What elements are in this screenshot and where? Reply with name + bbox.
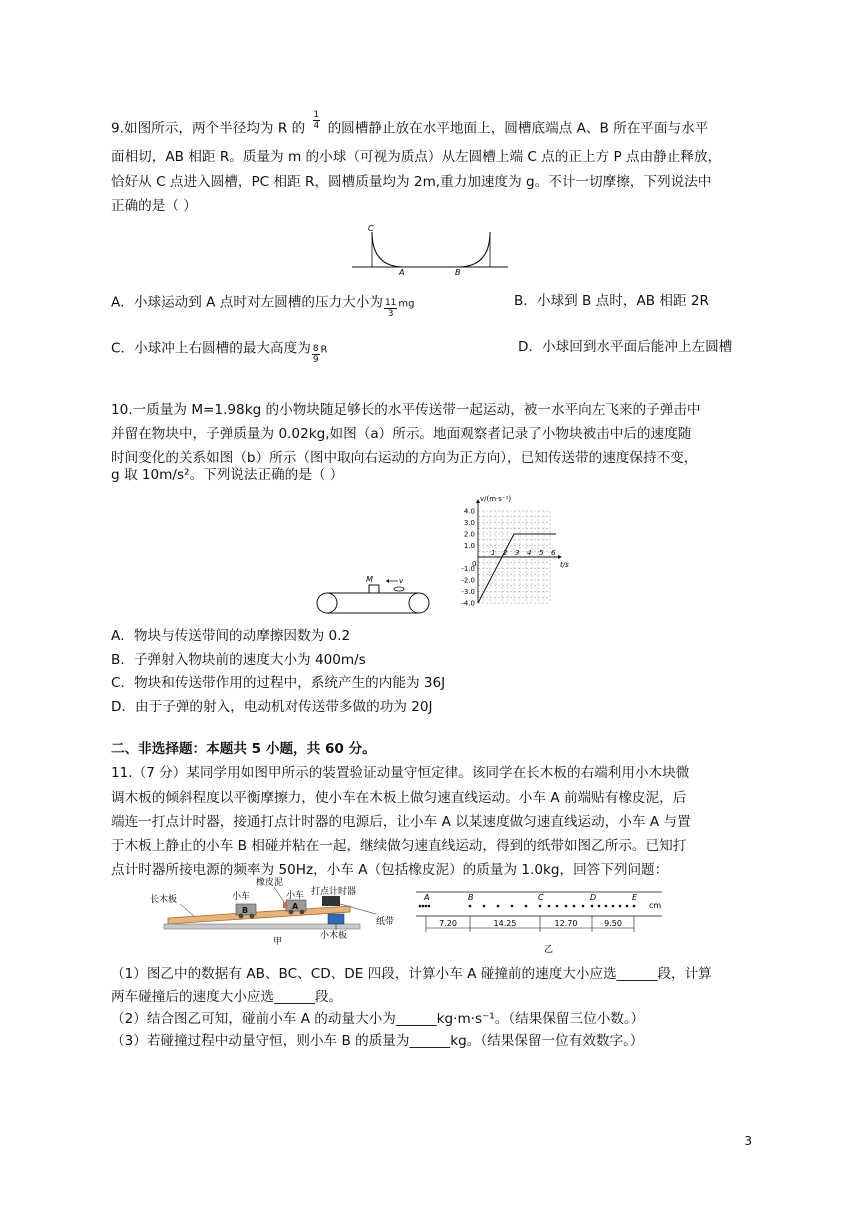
q10-option-d: D．由于子弹的射入，电动机对传送带多做的功为 20J	[111, 699, 433, 715]
q9-line2: 面相切，AB 相距 R。质量为 m 的小球（可视为质点）从左圆槽上端 C 点的正上方 P 点由静止释放，	[111, 149, 722, 165]
tape-dot	[612, 905, 615, 908]
x-tick-label: 4	[527, 549, 532, 557]
q9-option-c-text: C．小球冲上右圆槽的最大高度为	[111, 340, 311, 357]
label-a: A	[399, 268, 405, 277]
y-tick-label: -3.0	[461, 588, 475, 596]
velocity-series-line	[478, 534, 556, 603]
q9-option-c-frac	[312, 344, 320, 365]
segment-length-label: 9.50	[604, 919, 622, 928]
tape-dot	[511, 905, 514, 908]
tape-dot	[422, 905, 425, 908]
car-a-label: 小车	[286, 891, 305, 901]
tape-point-label: A	[424, 893, 430, 902]
tape-dot	[626, 905, 629, 908]
q9-option-b: B．小球到 B 点时，AB 相距 2R	[514, 293, 709, 309]
bullet	[394, 587, 404, 591]
q9-line3: 恰好从 C 点进入圆槽，PC 相距 R，圆槽质量均为 2m,重力加速度为 g。不计一切摩擦，下列说法中	[111, 174, 712, 190]
tape-dot	[633, 905, 636, 908]
small-wood-block	[328, 914, 344, 924]
x-axis-arrow	[558, 555, 562, 559]
tape-dot	[591, 905, 594, 908]
x-tick-label: 6	[551, 549, 556, 557]
q11-line2: 调木板的倾斜程度以平衡摩擦力，使小车在木板上做匀速直线运动。小车 A 前端贴有橡皮泥，后	[111, 790, 687, 806]
segment-length-label: 12.70	[554, 919, 578, 928]
q9-option-a-unit: mg	[398, 298, 415, 310]
y-tick-label: 1.0	[463, 542, 475, 550]
tape-unit-label: cm	[649, 901, 662, 910]
car-b-letter: B	[242, 906, 249, 915]
table-surface	[164, 924, 360, 929]
q9-option-a-num: 11	[384, 298, 397, 308]
q9-option-a-frac	[384, 298, 397, 319]
q10-vt-chart	[440, 493, 600, 617]
tape-dot	[565, 905, 568, 908]
car-a-letter: A	[292, 902, 299, 911]
y-tick-label: 4.0	[463, 507, 475, 516]
tape-dot	[556, 905, 559, 908]
car-a-wheel-2	[300, 910, 305, 915]
q10-line1: 10.一质量为 M=1.98kg 的小物块随足够长的水平传送带一起运动，被一水平向左飞来的子弹击中	[111, 402, 701, 418]
x-tick-label: 1	[491, 549, 496, 557]
tape-dot	[525, 905, 528, 908]
q11-line3: 端连一打点计时器，接通打点计时器的电源后，让小车 A 以某速度做匀速直线运动，小车 A 与置	[111, 814, 691, 830]
tape-dot	[573, 905, 576, 908]
y-tick-label: -2.0	[461, 576, 475, 585]
clay-label: 橡皮泥	[256, 878, 284, 888]
q9-line1	[111, 110, 709, 139]
tape-point-label: B	[468, 893, 474, 902]
tape-dot	[548, 905, 551, 908]
block-m-label: M	[366, 575, 373, 584]
car-b-label: 小车	[232, 892, 251, 902]
q9-option-c-den: 9	[312, 355, 319, 365]
tape-dot	[425, 905, 428, 908]
left-roller	[317, 593, 337, 613]
x-axis-label: t/s	[560, 561, 569, 569]
q11-line1: 11.（7 分）某同学用如图甲所示的装置验证动量守恒定律。该同学在长木板的右端利用小木块微	[111, 765, 690, 781]
q11-apparatus-figure	[150, 872, 398, 946]
tape-label: 纸带	[376, 917, 395, 927]
small-block-label: 小木板	[320, 931, 348, 941]
q9-option-c	[111, 338, 328, 365]
long-board-label: 长木板	[150, 895, 178, 905]
y-tick-label: -1.0	[461, 565, 475, 573]
q9-option-c-num: 8	[312, 344, 319, 354]
section2-heading: 二、非选择题：本题共 5 小题，共 60 分。	[111, 741, 376, 757]
timer-body	[322, 896, 340, 906]
y-tick-label: 2.0	[463, 530, 475, 539]
car-b-wheel-2	[250, 914, 255, 919]
tape-dot	[582, 905, 585, 908]
q10-line4: g 取 10m/s²。下列说法正确的是（ ）	[111, 467, 344, 483]
block-m	[369, 585, 379, 593]
label-c: C	[368, 224, 374, 233]
q11-sub1-line2: 两车碰撞后的速度大小应选______段。	[111, 989, 343, 1005]
tape-dot	[428, 905, 431, 908]
q9-groove-figure	[348, 222, 512, 278]
long-board	[168, 906, 350, 924]
q10-option-a: A．物块与传送带间的动摩擦因数为 0.2	[111, 628, 351, 644]
q9-frac-den: 4	[313, 121, 320, 131]
y-axis-label: v/(m·s⁻¹)	[480, 495, 512, 503]
left-groove-arc	[372, 232, 404, 267]
origin-label: 0	[472, 560, 477, 568]
page-number: 3	[744, 1134, 752, 1148]
right-groove-arc	[458, 232, 490, 267]
q11-line4: 于木板上静止的小车 B 相碰并粘在一起，继续做匀速直线运动，得到的纸带如图乙所示。已知打	[111, 838, 687, 854]
tape-dot	[619, 905, 622, 908]
tape-point-label: E	[632, 893, 638, 902]
q9-line4: 正确的是（ ）	[111, 198, 197, 214]
tape-dot	[598, 905, 601, 908]
tape-dot	[469, 905, 472, 908]
right-roller	[409, 593, 429, 613]
tape-dot	[539, 905, 542, 908]
q9-frac-num: 1	[313, 110, 320, 120]
q9-option-c-unit: R	[320, 344, 328, 356]
figure-jia-caption: 甲	[273, 937, 283, 946]
segment-length-label: 7.20	[439, 919, 457, 928]
q9-text-b: 的圆槽静止放在水平地面上，圆槽底端点 A、B 所在平面与水平	[327, 120, 709, 137]
q10-line2: 并留在物块中，子弹质量为 0.02kg,如图（a）所示。地面观察者记录了小物块被击中后的速度随	[111, 426, 692, 442]
long-board-pointer	[180, 904, 194, 916]
q11-paper-tape-figure	[416, 886, 686, 958]
y-tick-label: -4.0	[461, 599, 475, 608]
x-tick-label: 5	[539, 549, 544, 557]
q10-conveyor-figure	[313, 573, 435, 617]
q9-option-a-den: 3	[387, 309, 394, 319]
timer-label: 打点计时器	[311, 887, 357, 897]
q10-option-b: B．子弹射入物块前的速度大小为 400m/s	[111, 652, 366, 668]
tape-dot	[605, 905, 608, 908]
q9-text-a: 9.如图所示，两个半径均为 R 的	[111, 120, 306, 137]
tape-dot	[497, 905, 500, 908]
segment-length-label: 14.25	[493, 919, 517, 928]
q9-option-a	[111, 292, 415, 319]
q9-option-d: D．小球回到水平面后能冲上左圆槽	[518, 339, 733, 355]
tape-dot	[419, 905, 422, 908]
x-tick-label: 3	[515, 549, 520, 557]
tape-point-label: D	[590, 893, 597, 902]
q11-sub3: （3）若碰撞过程中动量守恒，则小车 B 的质量为______kg。（结果保留一位有效数字。）	[111, 1033, 644, 1049]
q11-sub1-line1: （1）图乙中的数据有 AB、BC、CD、DE 四段，计算小车 A 碰撞前的速度大小应选______段，计算	[111, 966, 712, 982]
x-tick-label: 2	[503, 549, 508, 557]
q10-line3: 时间变化的关系如图（b）所示（图中取向右运动的方向为正方向），已知传送带的速度保持不变，	[111, 450, 698, 466]
figure-yi-caption: 乙	[544, 945, 554, 955]
q11-sub2: （2）结合图乙可知，碰前小车 A 的动量大小为______kg·m·s⁻¹。（结果保留三位小数。）	[111, 1011, 645, 1027]
bullet-velocity-label: v	[399, 577, 404, 585]
q10-option-c: C．物块和传送带作用的过程中，系统产生的内能为 36J	[111, 675, 446, 691]
label-b: B	[455, 268, 461, 277]
tape-dot	[483, 905, 486, 908]
clay-patch	[283, 902, 286, 908]
tape-point-label: C	[538, 893, 544, 902]
q11-line5: 点计时器所接电源的频率为 50Hz，小车 A（包括橡皮泥）的质量为 1.0kg，回答下列问题：	[111, 862, 669, 878]
q9-option-a-text: A．小球运动到 A 点时对左圆槽的压力大小为	[111, 294, 383, 311]
y-tick-label: 3.0	[463, 519, 475, 527]
arrow-head	[386, 579, 389, 583]
clay-pointer	[274, 887, 284, 902]
q9-fraction	[313, 110, 321, 131]
